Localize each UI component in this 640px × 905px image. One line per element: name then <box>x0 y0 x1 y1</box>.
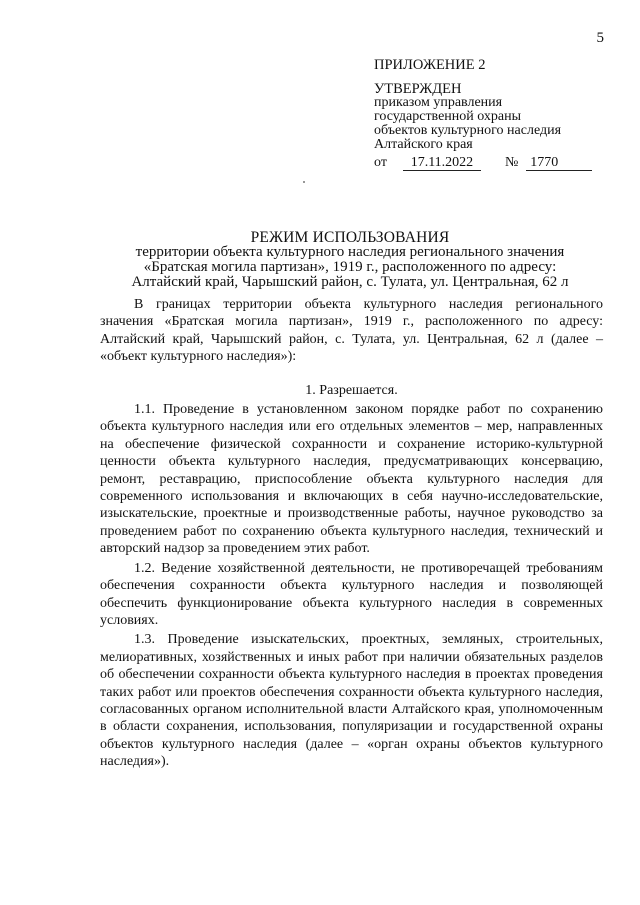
title-line: «Братская могила партизан», 1919 г., расположенного по адресу: <box>143 259 557 275</box>
order-date: 17.11.2022 <box>403 156 481 171</box>
clause-1-3: 1.3. Проведение изыскательских, проектных, земляных, строительных, мелиоративных, хозяйственных и иных работ при наличии обязательных разделов об обеспечении сохранности объекта культурного наследия в проектах проведения таких работ или проектов обеспечения сохранности объекта культурного наследия, согласованных органом исполнительной власти Алтайского края, уполномоченным в области сохранения, использования, популяризации и государственной охраны объектов культурного наследия (далее – «орган охраны объектов культурного наследия»). <box>100 632 603 770</box>
intro-paragraph: В границах территории объекта культурного наследия регионального значения «Братская могила партизан», 1919 г., расположенного по адресу: Алтайский край, Чарышский район, с. Тулата, ул. Центральная, 62 л (далее – «объект культурного наследия»): <box>100 297 603 365</box>
approval-block <box>374 58 614 171</box>
order-number: 1770 <box>526 156 592 171</box>
scan-speck <box>303 181 305 183</box>
document-body <box>100 296 603 771</box>
appendix-label: ПРИЛОЖЕНИЕ 2 <box>374 57 486 73</box>
page-number: 5 <box>596 30 604 46</box>
title-line: территории объекта культурного наследия регионального значения <box>135 244 565 260</box>
order-reference <box>374 156 614 171</box>
document-title <box>100 230 600 290</box>
number-sign: № <box>504 155 519 170</box>
approval-line: объектов культурного наследия <box>374 123 562 138</box>
approved-label: УТВЕРЖДЕН <box>374 81 462 97</box>
clause-1-1: 1.1. Проведение в установленном законом порядке работ по сохранению объекта культурного наследия или его отдельных элементов – мер, направленных на обеспечение физической сохранности и сохранение историко-культурной ценности объекта культурного наследия, предусматривающих консервацию, ремонт, реставрацию, приспособление объекта культурного наследия для современного использования и включающих в себя научно-исследовательские, изыскательские, проектные и производственные работы, научное руководство за проведением работ по сохранению объекта культурного наследия, технический и авторский надзор за проведением этих работ. <box>100 402 603 557</box>
approval-line: Алтайского края <box>374 137 473 152</box>
approval-line: государственной охраны <box>374 109 522 124</box>
section-heading: 1. Разрешается. <box>305 382 398 398</box>
title-heading: РЕЖИМ ИСПОЛЬЗОВАНИЯ <box>250 229 450 246</box>
from-label: от <box>374 155 387 170</box>
title-line: Алтайский край, Чарышский район, с. Тулата, ул. Центральная, 62 л <box>131 274 569 290</box>
clause-1-2: 1.2. Ведение хозяйственной деятельности, не противоречащей требованиям обеспечения сохранности объекта культурного наследия и позволяющей обеспечить функционирование объекта культурного наследия в современных условиях. <box>100 560 603 628</box>
approval-line: приказом управления <box>374 95 503 110</box>
